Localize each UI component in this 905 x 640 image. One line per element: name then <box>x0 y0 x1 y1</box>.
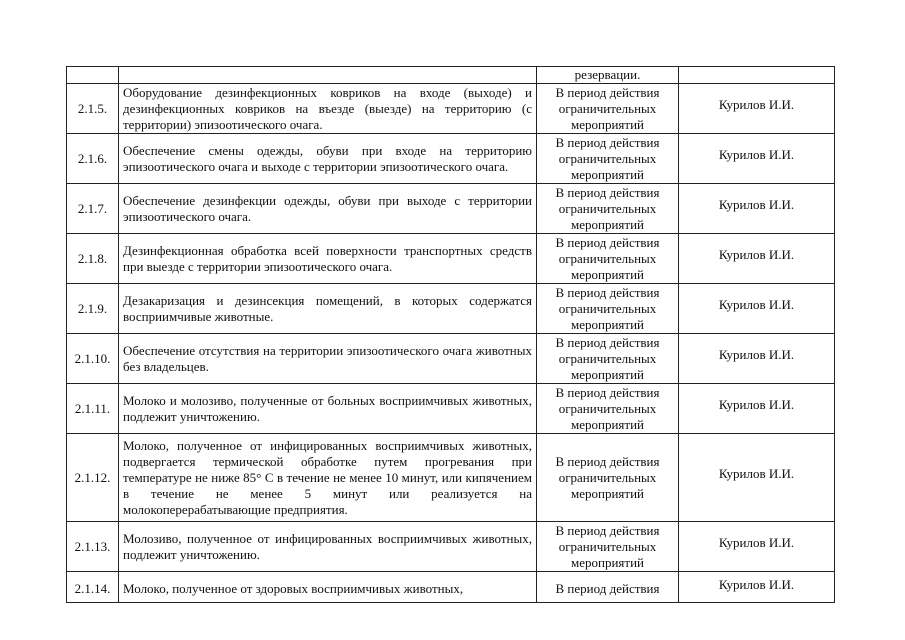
table-row <box>67 522 835 572</box>
row-period: В период действия ограничительных мероприятий <box>537 384 679 434</box>
row-number: 2.1.14. <box>67 572 119 603</box>
row-responsible <box>679 67 835 84</box>
row-period: В период действия ограничительных мероприятий <box>537 184 679 234</box>
table-row <box>67 384 835 434</box>
row-period: В период действия ограничительных мероприятий <box>537 434 679 522</box>
row-number: 2.1.9. <box>67 284 119 334</box>
row-period: В период действия ограничительных мероприятий <box>537 234 679 284</box>
row-responsible: Курилов И.И. <box>679 184 835 234</box>
row-number: 2.1.7. <box>67 184 119 234</box>
row-description: Обеспечение смены одежды, обуви при входе на территорию эпизоотического очага и выходе с территории эпизоотического очага. <box>119 134 537 184</box>
table-row <box>67 284 835 334</box>
row-period: В период действия ограничительных мероприятий <box>537 334 679 384</box>
row-period: В период действия ограничительных мероприятий <box>537 284 679 334</box>
table-row <box>67 234 835 284</box>
row-number: 2.1.10. <box>67 334 119 384</box>
row-period: В период действия <box>537 572 679 603</box>
row-description: Молоко и молозиво, полученные от больных восприимчивых животных, подлежит уничтожению. <box>119 384 537 434</box>
row-number: 2.1.6. <box>67 134 119 184</box>
measures-table <box>66 66 835 603</box>
row-period: резервации. <box>537 67 679 84</box>
table-row <box>67 572 835 603</box>
row-description: Молозиво, полученное от инфицированных восприимчивых животных, подлежит уничтожению. <box>119 522 537 572</box>
row-responsible: Курилов И.И. <box>679 84 835 134</box>
row-number <box>67 67 119 84</box>
row-description: Дезинфекционная обработка всей поверхности транспортных средств при выезде с территории эпизоотического очага. <box>119 234 537 284</box>
row-responsible: Курилов И.И. <box>679 284 835 334</box>
row-number: 2.1.12. <box>67 434 119 522</box>
table-row <box>67 134 835 184</box>
table-row <box>67 434 835 522</box>
table-row <box>67 184 835 234</box>
row-description: Обеспечение дезинфекции одежды, обуви при выходе с территории эпизоотического очага. <box>119 184 537 234</box>
table-row <box>67 67 835 84</box>
row-period: В период действия ограничительных мероприятий <box>537 522 679 572</box>
row-responsible: Курилов И.И. <box>679 572 835 603</box>
table-row <box>67 334 835 384</box>
row-description: Обеспечение отсутствия на территории эпизоотического очага животных без владельцев. <box>119 334 537 384</box>
row-responsible: Курилов И.И. <box>679 522 835 572</box>
row-description: Молоко, полученное от инфицированных восприимчивых животных, подвергается термической обработке путем прогревания при температуре не ниже 85° С в течение не менее 10 минут, или кипячением в течение не менее 5 минут или реализуется на молокоперерабатывающие предприятия. <box>119 434 537 522</box>
table-row <box>67 84 835 134</box>
row-responsible: Курилов И.И. <box>679 334 835 384</box>
row-description <box>119 67 537 84</box>
row-number: 2.1.13. <box>67 522 119 572</box>
row-period: В период действия ограничительных мероприятий <box>537 84 679 134</box>
row-number: 2.1.11. <box>67 384 119 434</box>
row-description: Оборудование дезинфекционных ковриков на входе (выходе) и дезинфекционных ковриков на въезде (выезде) на территорию (с территории) эпизоотического очага. <box>119 84 537 134</box>
row-responsible: Курилов И.И. <box>679 384 835 434</box>
row-responsible: Курилов И.И. <box>679 134 835 184</box>
row-responsible: Курилов И.И. <box>679 434 835 522</box>
row-number: 2.1.8. <box>67 234 119 284</box>
row-description: Молоко, полученное от здоровых восприимчивых животных, <box>119 572 537 603</box>
row-number: 2.1.5. <box>67 84 119 134</box>
row-description: Дезакаризация и дезинсекция помещений, в которых содержатся восприимчивые животные. <box>119 284 537 334</box>
row-period: В период действия ограничительных мероприятий <box>537 134 679 184</box>
row-responsible: Курилов И.И. <box>679 234 835 284</box>
